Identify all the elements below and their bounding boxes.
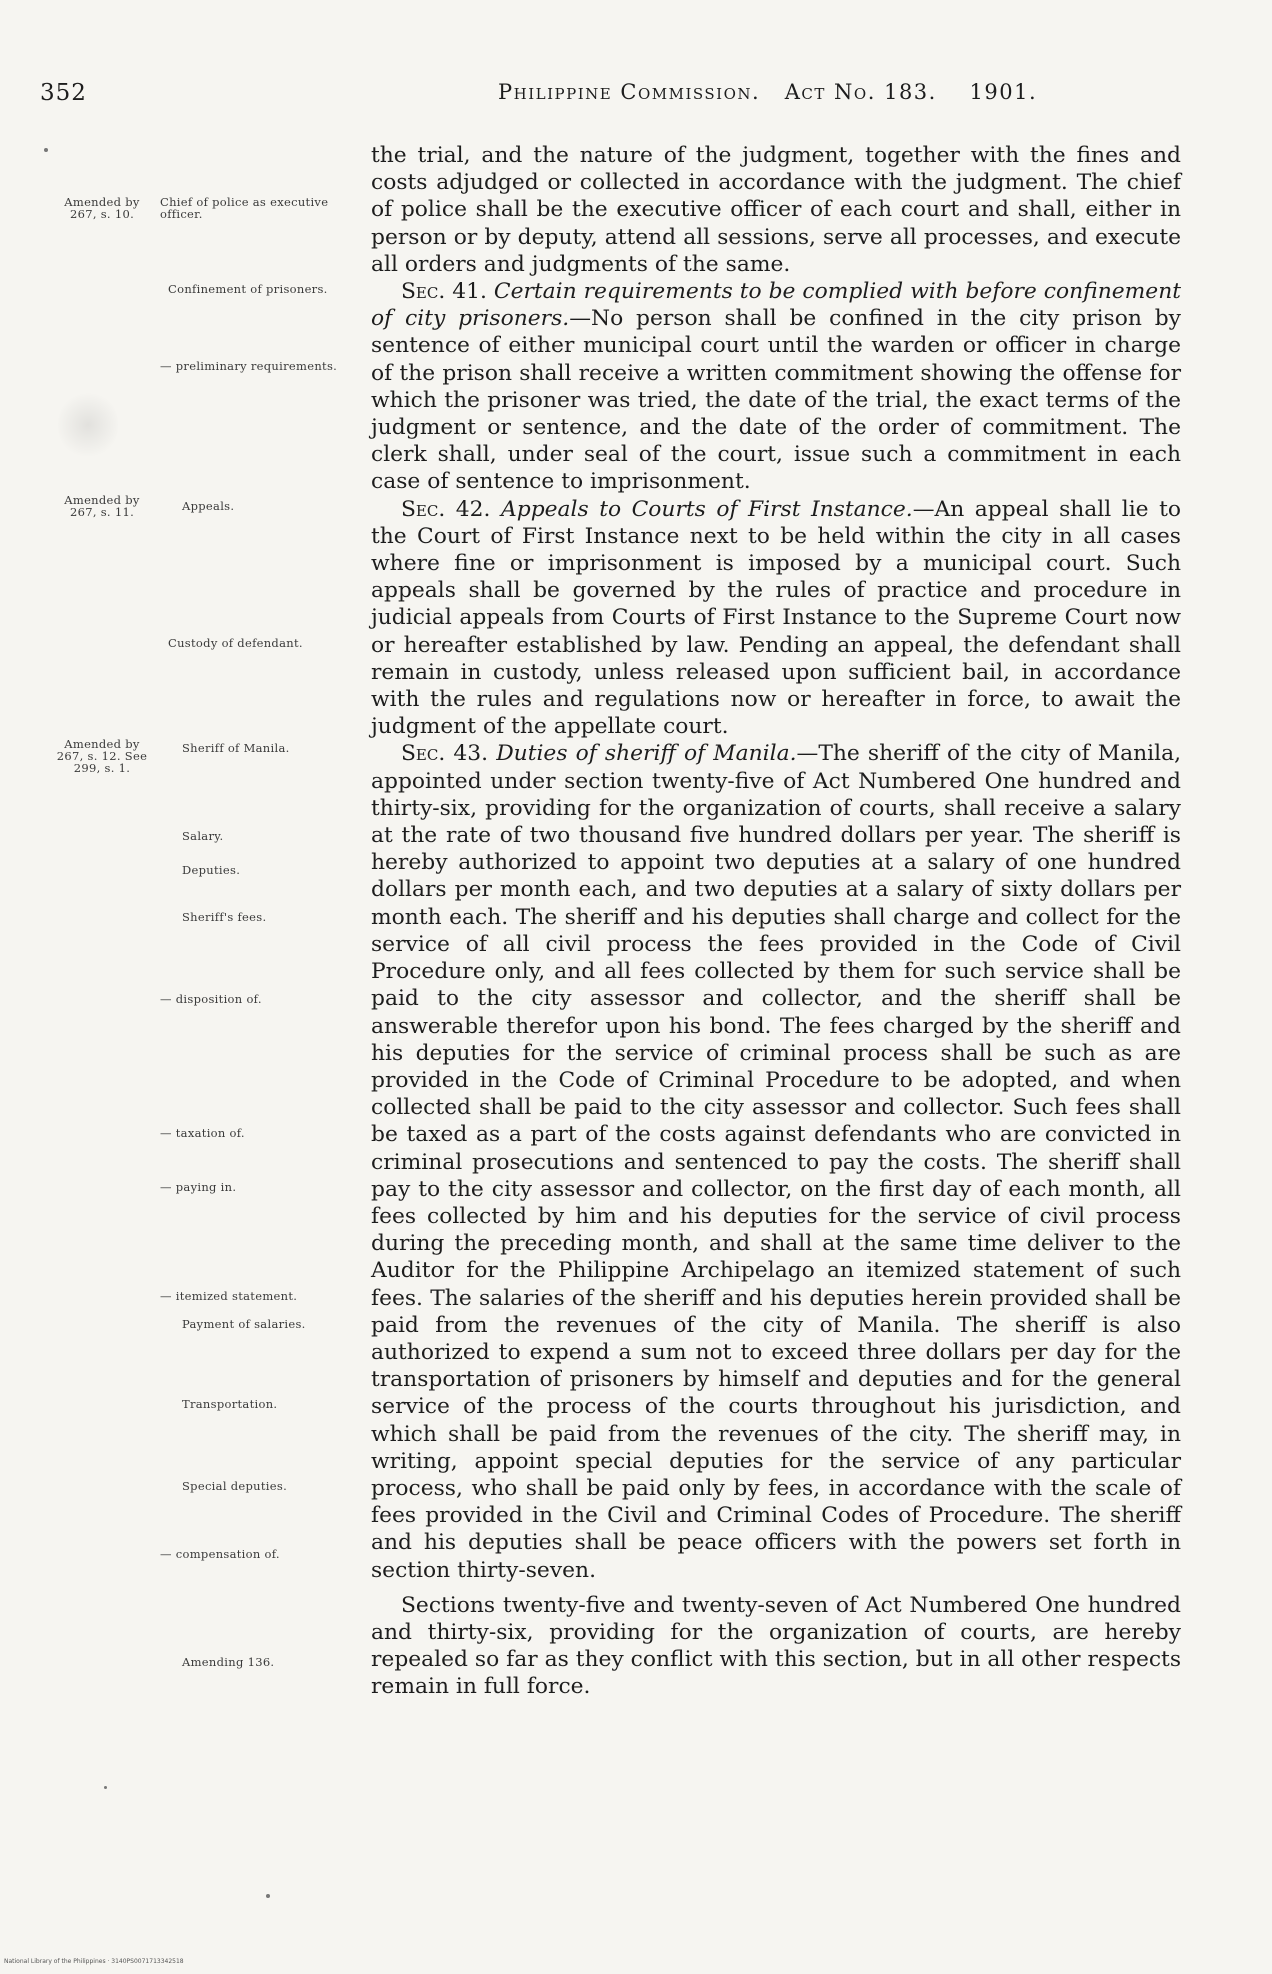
margin-note-paying-in: — paying in. bbox=[160, 1180, 237, 1194]
margin-note-disposition: — disposition of. bbox=[160, 992, 262, 1006]
margin-note-taxation: — taxation of. bbox=[160, 1126, 245, 1140]
scan-speck bbox=[104, 1786, 107, 1789]
margin-note-salary: Salary. bbox=[182, 829, 224, 843]
margin-note-sheriff-of-manila: Sheriff of Manila. bbox=[182, 741, 290, 755]
margin-note-amending-136: Amending 136. bbox=[182, 1655, 275, 1669]
section-43-title: Duties of sheriff of Manila. bbox=[496, 741, 797, 767]
closing-paragraph: Sections twenty-five and twenty-seven of Act Numbered One hundred and thirty-six, providing for the organization of courts, are hereby repealed so far as they conflict with this section, but in all other respects remain in full force. bbox=[371, 1592, 1181, 1700]
margin-note-chief-of-police: Chief of police as executive officer. bbox=[160, 195, 329, 221]
margin-note-special-deputies: Special deputies. bbox=[182, 1479, 288, 1493]
running-head bbox=[498, 80, 1178, 104]
section-43 bbox=[371, 740, 1181, 1583]
running-head-act: Act No. 183. bbox=[784, 80, 937, 104]
section-43-number: Sec. 43. bbox=[401, 741, 489, 767]
footer-credit: National Library of the Philippines · 3140PS0071713342518 bbox=[4, 1958, 184, 1965]
section-42-title: Appeals to Courts of First Instance. bbox=[501, 496, 913, 522]
running-head-title: Philippine Commission. bbox=[498, 80, 761, 104]
margin-note-amended-s11: Amended by 267, s. 11. bbox=[64, 493, 140, 519]
margin-note-confinement: Confinement of prisoners. bbox=[168, 282, 328, 296]
section-43-text: —The sheriff of the city of Manila, appointed under section twenty-five of Act Numbered One hundred and thirty-six, providing for the organization of courts, shall receive a salary at the rate of two thousand five hundred dollars per year. The sheriff is hereby authorized to appoint two deputies at a salary of one hundred dollars per month each, and two deputies at a salary of sixty dollars per month each. The sheriff and his deputies shall charge and collect for the service of all civil process the fees provided in the Code of Civil Procedure only, and all fees collected by them for such service shall be paid to the city assessor and collector, and the sheriff shall be answerable therefor upon his bond. The fees charged by the sheriff and his deputies for the service of criminal process shall be such as are provided in the Code of Criminal Procedure to be adopted, and when collected shall be paid to the city assessor and collector. Such fees shall be taxed as a part of the costs against defendants who are convicted in criminal prosecutions and sentenced to pay the costs. The sheriff shall pay to the city assessor and collector, on the first day of each month, all fees collected by him and his deputies for the service of civil process during the preceding month, and shall at the same time deliver to the Auditor for the Philippine Archipelago an itemized statement of such fees. The salaries of the sheriff and his deputies herein provided shall be paid from the revenues of the city of Manila. The sheriff is also authorized to expend a sum not to exceed three dollars per day for the transportation of prisoners by himself and deputies and for the general service of the process of the courts throughout his jurisdiction, and which shall be paid from the revenues of the city. The sheriff may, in writing, appoint special deputies for the service of any particular process, who shall be paid only by fees, in accordance with the scale of fees provided in the Civil and Criminal Codes of Procedure. The sheriff and his deputies shall be peace officers with the powers set forth in section thirty-seven. bbox=[371, 741, 1181, 1583]
section-41 bbox=[371, 278, 1181, 496]
section-42-number: Sec. 42. bbox=[401, 496, 491, 522]
body-text bbox=[371, 142, 1181, 1701]
section-41-title: Certain requirements to be complied with before confinement of city prisoners. bbox=[371, 279, 1181, 332]
margin-note-transportation: Transportation. bbox=[182, 1397, 278, 1411]
section-41-number: Sec. 41. bbox=[401, 279, 487, 305]
scan-speck bbox=[44, 148, 48, 152]
margin-note-amended-s12: Amended by 267, s. 12. See 299, s. 1. bbox=[56, 737, 148, 775]
scan-speck bbox=[266, 1894, 270, 1898]
margin-note-deputies: Deputies. bbox=[182, 863, 241, 877]
margin-note-amended-s10: Amended by 267, s. 10. bbox=[64, 195, 140, 221]
margin-note-compensation: — compensation of. bbox=[160, 1547, 280, 1561]
scan-smudge bbox=[58, 390, 118, 460]
page-number: 352 bbox=[40, 80, 87, 106]
margin-note-payment-of-salaries: Payment of salaries. bbox=[182, 1317, 306, 1331]
running-head-year: 1901. bbox=[969, 80, 1038, 104]
opening-paragraph: the trial, and the nature of the judgment, together with the fines and costs adjudged or collected in accordance with the judgment. The chief of police shall be the executive officer of each court and shall, either in person or by deputy, attend all sessions, serve all processes, and execute all orders and judgments of the same. bbox=[371, 143, 1181, 277]
section-42 bbox=[371, 496, 1181, 741]
margin-note-appeals: Appeals. bbox=[182, 499, 235, 513]
section-42-text: —An appeal shall lie to the Court of First Instance next to be held within the city in all cases where fine or imprisonment is imposed by a municipal court. Such appeals shall be governed by the rules of practice and procedure in judicial appeals from Courts of First Instance to the Supreme Court now or hereafter established by law. Pending an appeal, the defendant shall remain in custody, unless released upon sufficient bail, in accordance with the rules and regulations now or hereafter in force, to await the judgment of the appellate court. bbox=[371, 496, 1181, 740]
margin-note-custody: Custody of defendant. bbox=[168, 636, 303, 650]
margin-note-itemized-statement: — itemized statement. bbox=[160, 1289, 298, 1303]
margin-note-sheriffs-fees: Sheriff's fees. bbox=[182, 910, 267, 924]
margin-note-preliminary-requirements: — preliminary requirements. bbox=[160, 359, 338, 373]
section-41-text: —No person shall be confined in the city prison by sentence of either municipal court until the warden or officer in charge of the prison shall receive a written commitment showing the offense for which the prisoner was tried, the date of the trial, the exact terms of the judgment or sentence, and the date of the order of commitment. The clerk shall, under seal of the court, issue such a commitment in each case of sentence to imprisonment. bbox=[371, 306, 1181, 495]
